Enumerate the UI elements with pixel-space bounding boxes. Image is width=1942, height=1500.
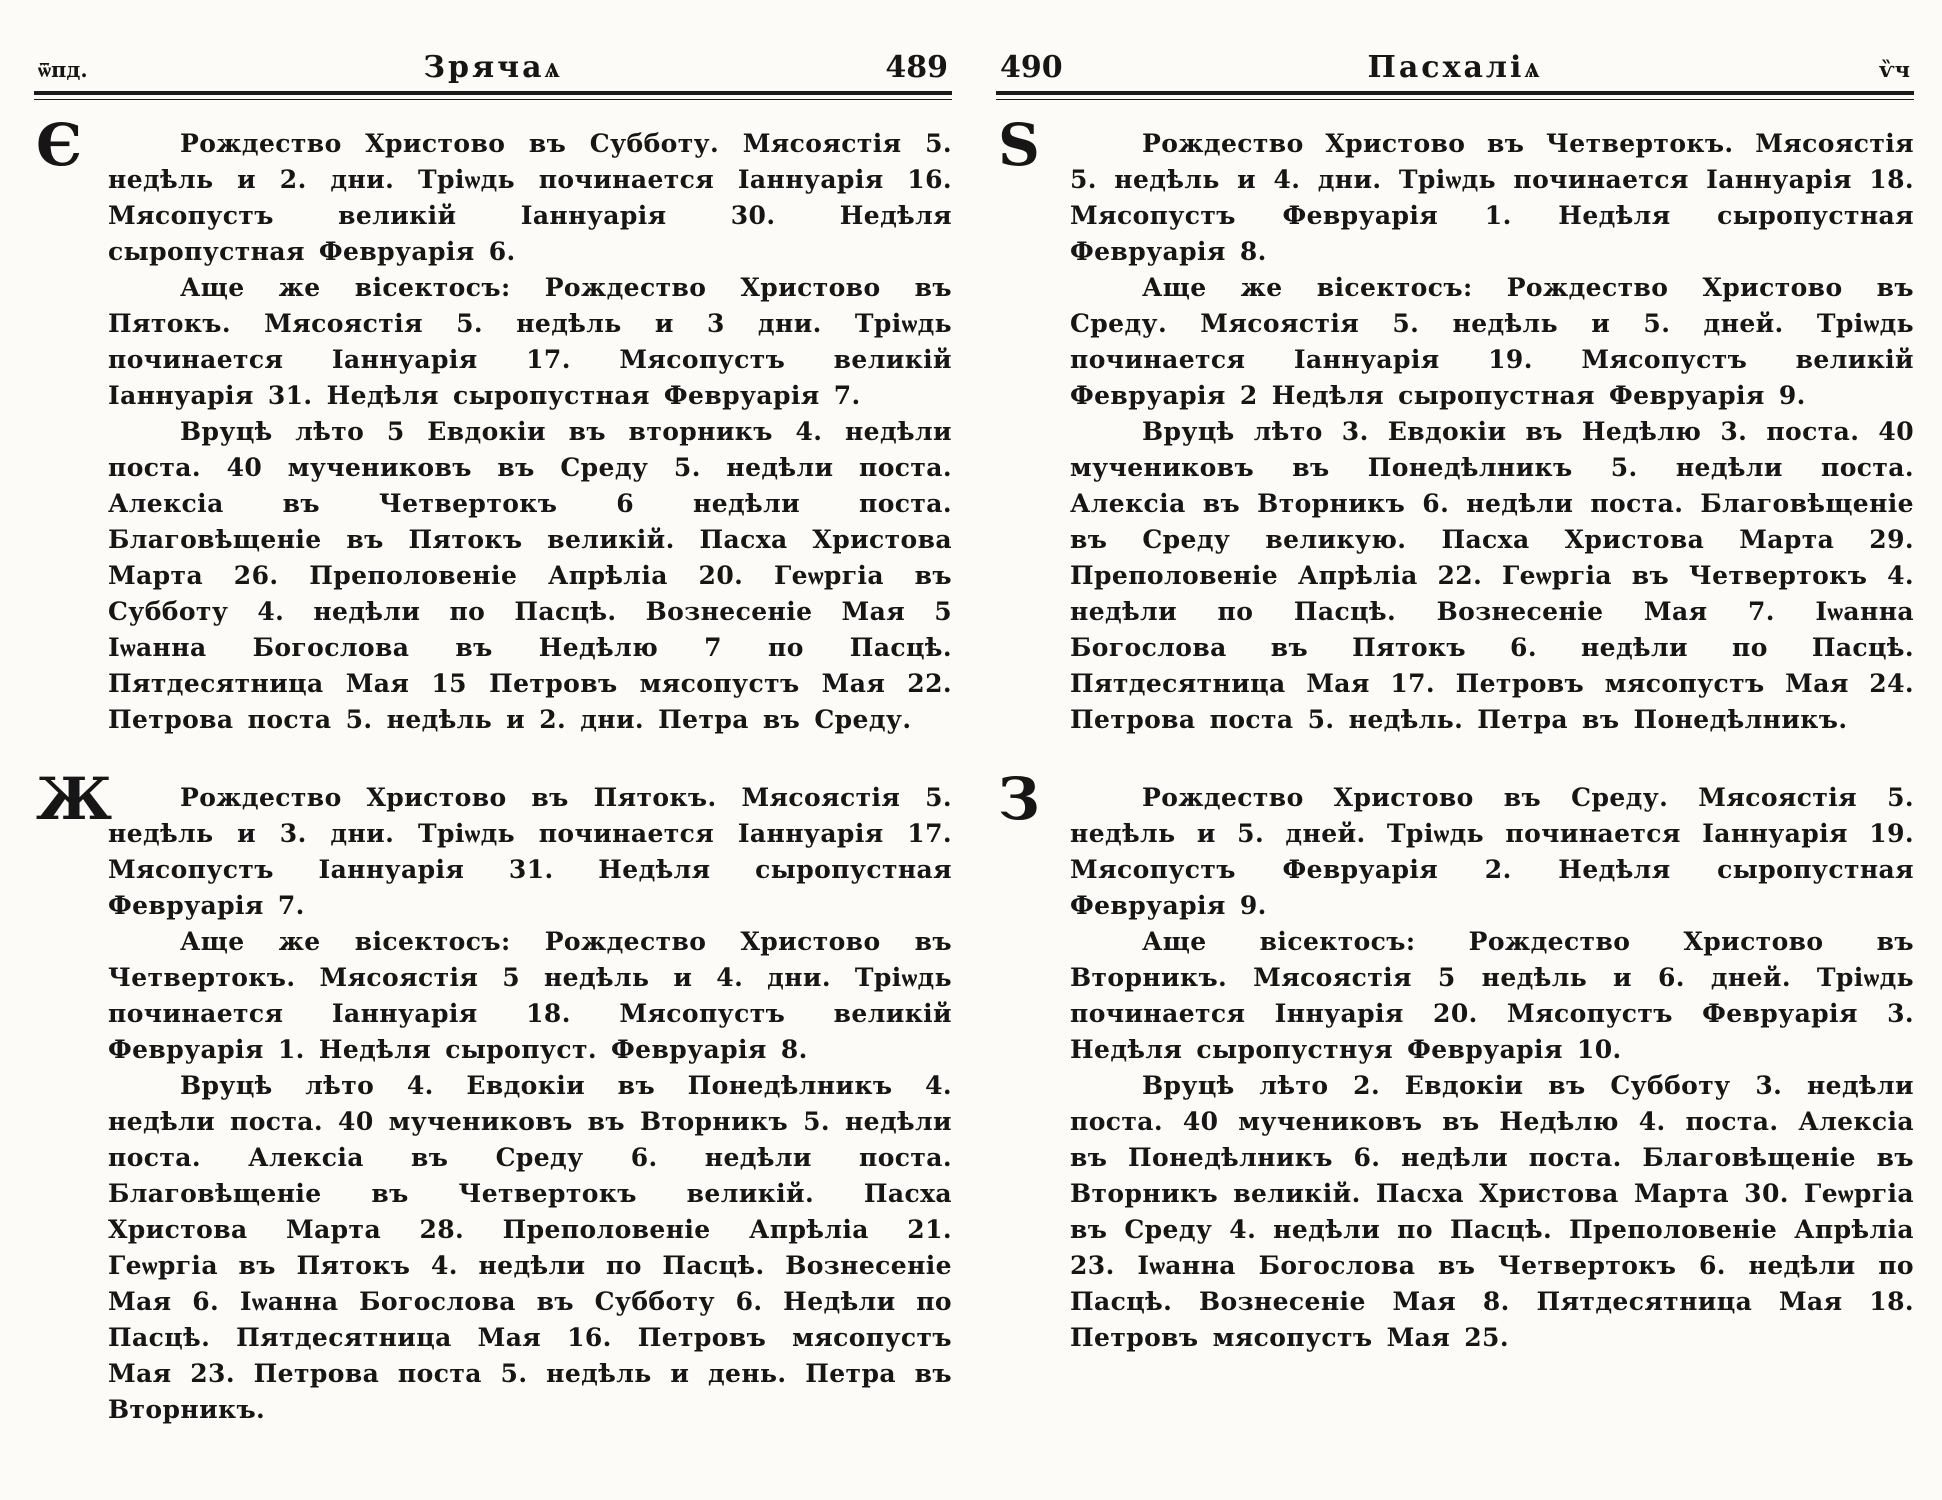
section-initial: Ж xyxy=(36,765,113,833)
page-number: 490 xyxy=(1000,50,1063,85)
page-489 xyxy=(34,50,952,1500)
paragraph: Аще же вісектосъ: Рождество Христово въ Четвертокъ. Мясоястія 5 недѣль и 4. дни. Тріѡдь починается Іаннуарія 18. Мясопустъ великій Февруарія 1. Недѣля сыропуст. Февруарія 8. xyxy=(108,927,952,1064)
running-title: Пасхаліѧ xyxy=(1367,50,1543,85)
section-initial: З xyxy=(998,765,1040,833)
page-header xyxy=(34,50,952,91)
paragraph: Вруцѣ лѣто 5 Евдокіи въ вторникъ 4. недѣли поста. 40 мучениковъ въ Среду 5. недѣли поста. Алексіа въ Четвертокъ 6 недѣли поста. Благовѣщеніе въ Пятокъ великій. Пасха Христова Марта 26. Преполовеніе Апрѣліа 20. Геѡргіа въ Субботу 4. недѣли по Пасцѣ. Вознесеніе Мая 5 Іѡанна Богослова въ Недѣлю 7 по Пасцѣ. Пятдесятница Мая 15 Петровъ мясопустъ Мая 22. Петрова поста 5. недѣль и 2. дни. Петра въ Среду. xyxy=(108,417,952,734)
paragraph: Аще вісектосъ: Рождество Христово въ Вторникъ. Мясоястія 5 недѣль и 6. дней. Тріѡдь починается Іннуарія 20. Мясопустъ Февруарія 3. Недѣля сыропустнуя Февруарія 10. xyxy=(1070,927,1914,1064)
header-rule xyxy=(996,91,1914,100)
section-initial: Є xyxy=(36,111,83,179)
paschal-section xyxy=(34,765,952,1428)
signature-mark: ѷч xyxy=(1878,57,1910,82)
paschal-section xyxy=(996,765,1914,1356)
paragraph: Аще же вісектосъ: Рождество Христово въ Среду. Мясоястія 5. недѣль и 5. дней. Тріѡдь починается Іаннуарія 19. Мясопустъ великій Февруарія 2 Недѣля сыропустная Февруарія 9. xyxy=(1070,273,1914,410)
paragraph: Рождество Христово въ Субботу. Мясоястія 5. недѣль и 2. дни. Тріѡдь починается Іаннуарія 16. Мясопустъ великій Іаннуарія 30. Недѣля сыропустная Февруарія 6. xyxy=(108,129,952,266)
section-initial: Ѕ xyxy=(998,111,1040,179)
running-title: Зрячаѧ xyxy=(423,50,563,85)
paragraph: Вруцѣ лѣто 3. Евдокіи въ Недѣлю 3. поста. 40 мучениковъ въ Понедѣлникъ 5. недѣли поста. Алексіа въ Вторникъ 6. недѣли поста. Благовѣщеніе въ Среду великую. Пасха Христова Марта 29. Преполовеніе Апрѣліа 22. Геѡргіа въ Четвертокъ 4. недѣли по Пасцѣ. Вознесеніе Мая 7. Іѡанна Богослова въ Пятокъ 6. недѣли по Пасцѣ. Пятдесятница Мая 17. Петровъ мясопустъ Мая 24. Петрова поста 5. недѣль. Петра въ Понедѣлникъ. xyxy=(1070,417,1914,734)
paragraph: Вруцѣ лѣто 4. Евдокіи въ Понедѣлникъ 4. недѣли поста. 40 мучениковъ въ Вторникъ 5. недѣли поста. Алексіа въ Среду 6. недѣли поста. Благовѣщеніе въ Четвертокъ великій. Пасха Христова Марта 28. Преполовеніе Апрѣліа 21. Геѡргіа въ Пятокъ 4. недѣли по Пасцѣ. Вознесеніе Мая 6. Іѡанна Богослова въ Субботу 6. Недѣли по Пасцѣ. Пятдесятница Мая 16. Петровъ мясопустъ Мая 23. Петрова поста 5. недѣль и день. Петра въ Вторникъ. xyxy=(108,1071,952,1424)
paragraph: Рождество Христово въ Четвертокъ. Мясоястія 5. недѣль и 4. дни. Тріѡдь починается Іаннуарія 18. Мясопустъ Февруарія 1. Недѣля сыропустная Февруарія 8. xyxy=(1070,129,1914,266)
paragraph: Аще же вісектосъ: Рождество Христово въ Пятокъ. Мясоястія 5. недѣль и 3 дни. Тріѡдь починается Іаннуарія 17. Мясопустъ великій Іаннуарія 31. Недѣля сыропустная Февруарія 7. xyxy=(108,273,952,410)
page-number: 489 xyxy=(885,50,948,85)
page-490 xyxy=(996,50,1914,1500)
paschal-section xyxy=(34,111,952,738)
paragraph: Рождество Христово въ Пятокъ. Мясоястія 5. недѣль и 3. дни. Тріѡдь починается Іаннуарія 17. Мясопустъ Іаннуарія 31. Недѣля сыропустная Февруарія 7. xyxy=(108,783,952,920)
header-rule xyxy=(34,91,952,100)
paragraph: Рождество Христово въ Среду. Мясоястія 5. недѣль и 5. дней. Тріѡдь починается Іаннуарія 19. Мясопустъ Февруарія 2. Недѣля сыропустная Февруарія 9. xyxy=(1070,783,1914,920)
paragraph: Вруцѣ лѣто 2. Евдокіи въ Субботу 3. недѣли поста. 40 мучениковъ въ Недѣлю 4. поста. Алексіа въ Понедѣлникъ 6. недѣли поста. Благовѣщеніе въ Вторникъ великій. Пасха Христова Марта 30. Геѡргіа въ Среду 4. недѣли по Пасцѣ. Преполовеніе Апрѣліа 23. Іѡанна Богослова въ Четвертокъ 6. недѣли по Пасцѣ. Вознесеніе Мая 8. Пятдесятница Мая 18. Петровъ мясопустъ Мая 25. xyxy=(1070,1071,1914,1352)
page-header xyxy=(996,50,1914,91)
signature-mark: ѿпд. xyxy=(38,57,88,82)
paschal-section xyxy=(996,111,1914,738)
